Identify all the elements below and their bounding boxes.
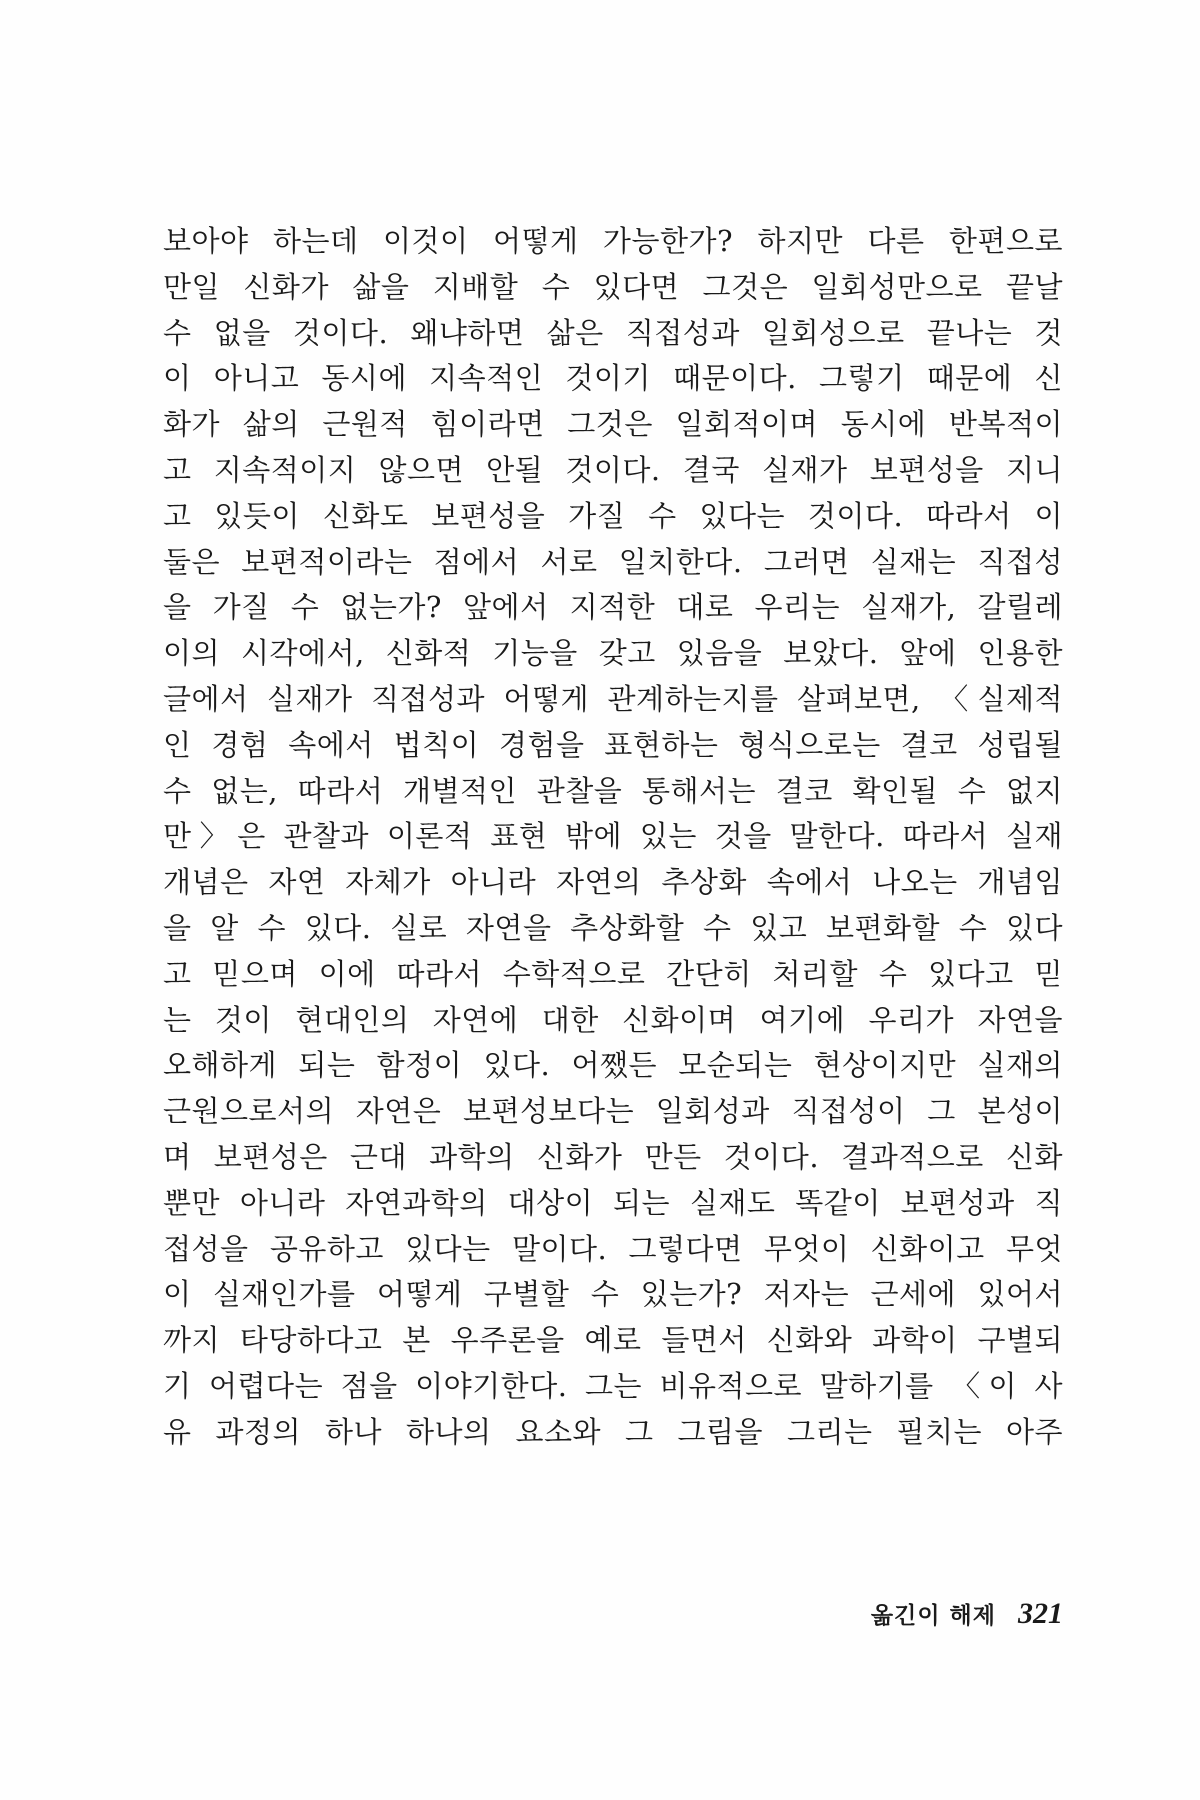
page-footer: [871, 1597, 1063, 1637]
text-line: 접성을 공유하고 있다는 말이다. 그렇다면 무엇이 신화이고 무엇: [163, 1231, 1063, 1266]
text-line: 유 과정의 하나 하나의 요소와 그 그림을 그리는 필치는 아주: [163, 1414, 1063, 1449]
text-line: 이 실재인가를 어떻게 구별할 수 있는가? 저자는 근세에 있어서: [163, 1277, 1063, 1312]
text-line: 는 것이 현대인의 자연에 대한 신화이며 여기에 우리가 자연을: [163, 1002, 1063, 1037]
text-line: 오해하게 되는 함정이 있다. 어쨌든 모순되는 현상이지만 실재의: [163, 1048, 1063, 1083]
text-line: 이 아니고 동시에 지속적인 것이기 때문이다. 그렇기 때문에 신: [163, 361, 1063, 396]
text-line: 보아야 하는데 이것이 어떻게 가능한가? 하지만 다른 한편으로: [163, 224, 1063, 258]
text-line: 화가 삶의 근원적 힘이라면 그것은 일회적이며 동시에 반복적이: [163, 407, 1063, 442]
text-line: 고 있듯이 신화도 보편성을 가질 수 있다는 것이다. 따라서 이: [163, 498, 1063, 533]
text-line: 인 경험 속에서 법칙이 경험을 표현하는 형식으로는 결코 성립될: [163, 727, 1063, 762]
page-number: 321: [1018, 1597, 1063, 1630]
running-head: 옮긴이 해제: [870, 1603, 996, 1629]
text-line: 수 없는, 따라서 개별적인 관찰을 통해서는 결코 확인될 수 없지: [163, 773, 1063, 808]
text-line: 글에서 실재가 직접성과 어떻게 관계하는지를 살펴보면, 〈실제적: [163, 681, 1063, 716]
text-line: 만〉은 관찰과 이론적 표현 밖에 있는 것을 말한다. 따라서 실재: [163, 819, 1063, 854]
text-line: 개념은 자연 자체가 아니라 자연의 추상화 속에서 나오는 개념임: [163, 865, 1063, 900]
text-line: 이의 시각에서, 신화적 기능을 갖고 있음을 보았다. 앞에 인용한: [163, 636, 1063, 671]
text-line: 수 없을 것이다. 왜냐하면 삶은 직접성과 일회성으로 끝나는 것: [163, 315, 1063, 350]
text-line: 둘은 보편적이라는 점에서 서로 일치한다. 그러면 실재는 직접성: [163, 544, 1063, 579]
text-line: 고 지속적이지 않으면 안될 것이다. 결국 실재가 보편성을 지니: [163, 452, 1063, 487]
text-line: 까지 타당하다고 본 우주론을 예로 들면서 신화와 과학이 구별되: [163, 1323, 1063, 1358]
text-line: 을 알 수 있다. 실로 자연을 추상화할 수 있고 보편화할 수 있다: [163, 910, 1063, 945]
body-text: [163, 219, 1063, 1456]
text-line: 근원으로서의 자연은 보편성보다는 일회성과 직접성이 그 본성이: [163, 1094, 1063, 1129]
text-line: 기 어렵다는 점을 이야기한다. 그는 비유적으로 말하기를 〈이 사: [163, 1368, 1063, 1403]
text-line: 을 가질 수 없는가? 앞에서 지적한 대로 우리는 실재가, 갈릴레: [163, 590, 1063, 625]
text-line: 며 보편성은 근대 과학의 신화가 만든 것이다. 결과적으로 신화: [163, 1139, 1063, 1174]
text-line: 뿐만 아니라 자연과학의 대상이 되는 실재도 똑같이 보편성과 직: [163, 1185, 1063, 1220]
text-line: 고 믿으며 이에 따라서 수학적으로 간단히 처리할 수 있다고 믿: [163, 956, 1063, 991]
text-line: 만일 신화가 삶을 지배할 수 있다면 그것은 일회성만으로 끝날: [163, 269, 1063, 304]
